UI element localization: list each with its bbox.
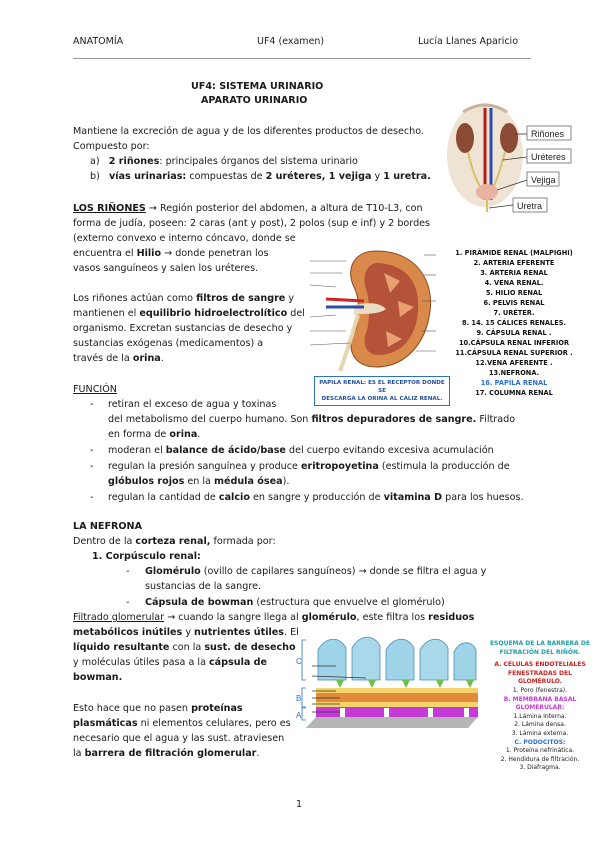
barrier-b-item: 2. Lámina densa. (514, 721, 566, 729)
filtration-barrier-figure (296, 636, 486, 764)
papila-line2: DESCARGA LA ORINA AL CÁLIZ RENAL. (321, 396, 443, 402)
funcion-bullet1-line2: del metabolismo del cuerpo humano. Son filtros depuradores de sangre. Filtrado (108, 414, 516, 425)
bullet-marker: - (90, 461, 94, 472)
barrier-letter-a: A (296, 711, 302, 720)
intro-item-a: a) 2 riñones: principales órganos del sistema urinario (90, 156, 358, 167)
kidney-list (440, 248, 588, 398)
glomerulo-line2: sustancias de la sangre. (145, 581, 262, 592)
header-left: ANATOMÍA (73, 36, 124, 47)
filtros-line3: organismo. Excretan sustancias de desecho y (73, 323, 293, 334)
filtrado-line5: bowman. (73, 672, 123, 683)
barrier-a2: FENESTRADAS DEL (508, 669, 572, 677)
header-right: Lucía Llanes Aparicio (418, 36, 519, 47)
kidney-list-item: 1. PIRÁMIDE RENAL (MALPIGHI) (455, 249, 573, 257)
filtrado-p2-line2: plasmáticas ni elementos celulares, pero es (73, 718, 291, 729)
header-center: UF4 (examen) (257, 36, 325, 47)
barrier-c1: C. PODOCITOS: (514, 738, 566, 746)
page-number: 1 (296, 799, 303, 810)
kidney-list-item: 4. VENA RENAL. (484, 279, 544, 287)
glomerulo-line1: Glomérulo (ovillo de capilares sanguíneos) → donde se filtra el agua y (145, 566, 487, 577)
funcion-bullet2: moderan el balance de ácido/base del cuerpo evitando excesiva acumulación (108, 445, 494, 456)
papila-line1: PAPILA RENAL: ES EL RECEPTOR DONDE SE (319, 380, 445, 394)
kidney-list-item: 10.CÁPSULA RENAL INFERIOR (458, 339, 570, 347)
barrier-title2: FILTRACIÓN DEL RIÑÓN. (499, 648, 581, 656)
nefrona-heading: LA NEFRONA (73, 521, 143, 532)
funcion-heading: FUNCIÓN (73, 384, 117, 395)
funcion-bullet1-line1: retiran el exceso de agua y toxinas (108, 399, 277, 410)
papila-renal-box (314, 376, 450, 406)
barrier-a1: A. CÉLULAS ENDOTELIALES (494, 661, 586, 669)
fig1-label-rinones: Riñones (531, 129, 565, 139)
funcion-bullet1-line3: en forma de orina. (108, 429, 201, 440)
funcion-bullet3-line1: regulan la presión sanguínea y produce eritropoyetina (estimula la producción de (108, 461, 510, 472)
barrier-legend (484, 640, 596, 773)
rinones-line2: forma de judía, poseen: 2 caras (ant y post), 2 polos (sup e inf) y 2 bordes (73, 218, 431, 229)
bullet-marker: - (90, 445, 94, 456)
filtrado-p2-line3: necesario que el agua y las sust. atraviesen (73, 733, 285, 744)
intro-item-b: b) vías urinarias: compuestas de 2 uréteres, 1 vejiga y 1 uretra. (90, 171, 431, 182)
barrier-title1: ESQUEMA DE LA BARRERA DE (490, 640, 590, 647)
kidney-list-item: 6. PELVIS RENAL (483, 299, 545, 307)
kidney-list-item: 8. 14. 15 CÁLICES RENALES. (462, 319, 566, 327)
kidney-list-item: 16. PAPILA RENAL (480, 379, 548, 387)
barrier-b-item: 1.Lámina interna. (513, 712, 567, 720)
filtrado-line1: Filtrado glomerular → cuando la sangre llega al glomérulo, este filtra los residuos (73, 612, 475, 623)
funcion-bullet3-line2: glóbulos rojos en la médula ósea). (108, 476, 290, 487)
kidney-list-item: 9. CÁPSULA RENAL . (476, 329, 552, 337)
rinones-line4: encuentra el Hilio → donde penetran los (73, 248, 269, 259)
kidney-list-item: 13.NEFRONA. (488, 369, 540, 377)
page-subtitle: APARATO URINARIO (201, 95, 308, 106)
kidney-list-item: 12.VENA AFERENTE . (475, 359, 553, 367)
barrier-a-item: 1. Poro (fenestra). (512, 686, 568, 694)
kidney-list-item: 17. COLUMNA RENAL (475, 389, 553, 397)
filtrado-line3: líquido resultante con la sust. de desecho (73, 642, 296, 653)
barrier-c-item: 1. Proteína nefrinática. (505, 747, 575, 755)
header-rule (73, 58, 531, 59)
right-kidney-shape (500, 123, 518, 153)
intro-text: Mantiene la excreción de agua y de los diferentes productos de desecho. Compuesto por: (73, 126, 424, 152)
fig1-label-ureteres: Uréteres (531, 152, 566, 162)
bladder-shape (476, 184, 498, 200)
filtrado-line4: y moléculas útiles pasa a la cápsula de (73, 657, 268, 668)
bullet-marker: - (126, 566, 130, 577)
rinones-line1: LOS RIÑONES → Región posterior del abdomen, a altura de T10-L3, con (73, 203, 423, 214)
filtros-line5: través de la orina. (73, 353, 164, 364)
fig1-label-vejiga: Vejiga (531, 175, 556, 185)
filtros-line1: Los riñones actúan como filtros de sangre y (73, 293, 295, 304)
barrier-letter-b: B (296, 694, 302, 703)
urinary-system-figure (443, 100, 573, 218)
barrier-a3: GLOMÉRULO. (517, 678, 563, 686)
barrier-letter-c: C (296, 657, 302, 666)
filtrado-p2-line1: Esto hace que no pasen proteínas (73, 703, 243, 714)
filtros-line4: sustancias exógenas (medicamentos) a (73, 338, 264, 349)
page-title: UF4: SISTEMA URINARIO (191, 81, 324, 92)
kidney-list-item: 3. ARTERIA RENAL (480, 269, 548, 277)
barrier-c-item: 3. Diafragma. (519, 764, 561, 772)
barrier-b1: B. MEMBRANA BASAL (503, 695, 577, 703)
kidney-list-item: 7. URÉTER. (493, 309, 535, 317)
left-kidney-shape (456, 123, 474, 153)
rinones-line3: (externo convexo e interno cóncavo, donde se (73, 233, 296, 244)
barrier-b-item: 3. Lámina externa. (511, 729, 569, 737)
nefrona-item1: 1. Corpúsculo renal: (92, 551, 201, 562)
bullet-marker: - (90, 399, 94, 410)
filtros-line2: mantienen el equilibrio hidroelectrolítico del (73, 308, 305, 319)
kidney-section-figure (306, 245, 438, 373)
funcion-bullet4: regulan la cantidad de calcio en sangre y producción de vitamina D para los huesos. (108, 492, 524, 503)
kidney-list-item: 2. ARTERIA EFERENTE (473, 259, 555, 267)
filtrado-line2: metabólicos inútiles y nutrientes útiles. El (73, 627, 299, 638)
fig1-label-uretra: Uretra (517, 201, 543, 211)
rinones-line5: vasos sanguíneos y salen los uréteres. (73, 263, 259, 274)
nefrona-intro: Dentro de la corteza renal, formada por: (73, 536, 276, 547)
barrier-c-item: 2. Hendidura de filtración. (500, 755, 580, 763)
bullet-marker: - (126, 597, 130, 608)
barrier-b2: GLOMERULAR: (515, 704, 565, 712)
capsula-line: Cápsula de bowman (estructura que envuelve el glomérulo) (145, 597, 445, 608)
kidney-list-item: 11.CÁPSULA RENAL SUPERIOR . (455, 349, 573, 357)
renal-artery-shape (326, 299, 364, 301)
filtrado-p2-line4: la barrera de filtración glomerular. (73, 748, 260, 759)
bullet-marker: - (90, 492, 94, 503)
kidney-list-item: 5. HILIO RENAL (485, 289, 543, 297)
